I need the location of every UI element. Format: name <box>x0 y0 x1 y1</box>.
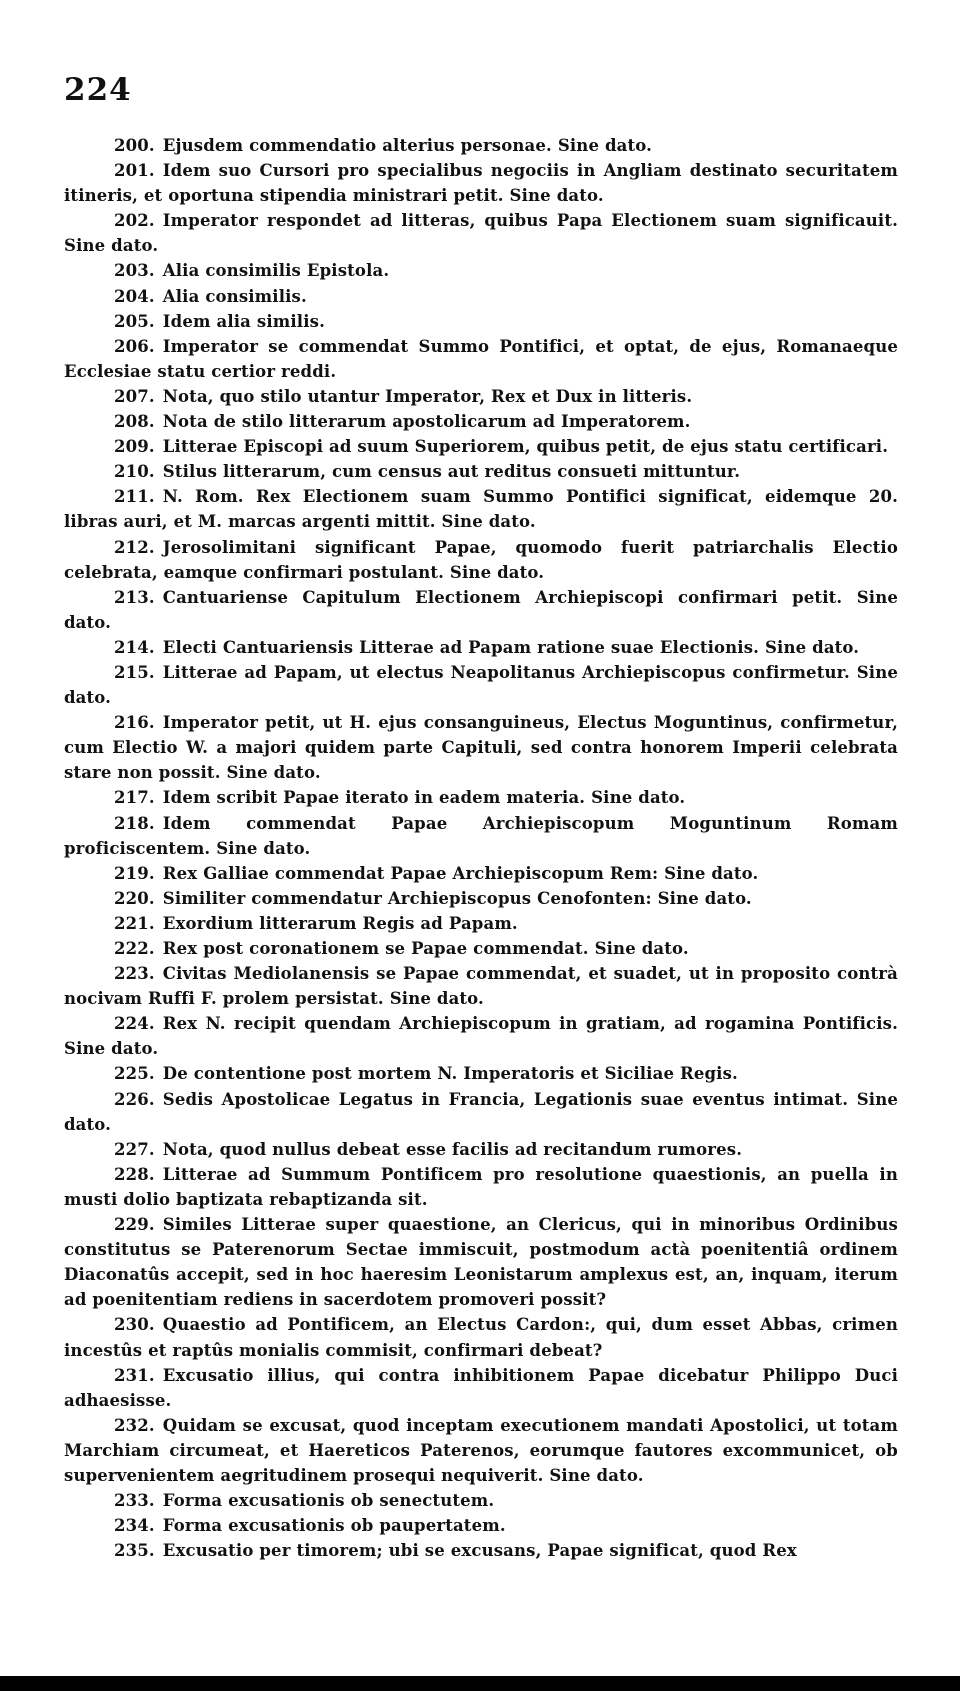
entry-number: 212. <box>114 537 155 557</box>
entry-number: 229. <box>114 1215 155 1235</box>
entry-text: Stilus litterarum, cum census aut reditus consueti mittuntur. <box>162 462 741 482</box>
entry-number: 221. <box>114 913 155 933</box>
entry-item <box>64 1312 898 1362</box>
entry-number: 230. <box>114 1315 155 1335</box>
entry-item <box>64 861 898 886</box>
entry-text: Quidam se excusat, quod inceptam executionem mandati Apostolici, ut totam Marchiam circumeat, et Haereticos Paterenos, eorumque fautores excommunicet, ob supervenientem aegritudinem prosequi nequiverit. Sine dato. <box>64 1415 898 1485</box>
entry-text: Excusatio illius, qui contra inhibitionem Papae dicebatur Philippo Duci adhaesisse. <box>64 1365 898 1410</box>
entry-item <box>64 208 898 258</box>
entry-text: Nota, quod nullus debeat esse facilis ad recitandum rumores. <box>162 1139 743 1159</box>
entry-number: 206. <box>114 336 155 356</box>
entry-number: 204. <box>114 286 155 306</box>
entry-number: 218. <box>114 813 155 833</box>
entry-number: 200. <box>114 136 155 155</box>
entry-text: Excusatio per timorem; ubi se excusans, Papae significat, quod Rex <box>162 1541 797 1561</box>
entry-number: 201. <box>114 161 155 181</box>
entry-item <box>64 484 898 534</box>
entry-text: Litterae Episcopi ad suum Superiorem, quibus petit, de ejus statu certificari. <box>162 437 889 457</box>
entry-text: Alia consimilis. <box>162 286 307 306</box>
entry-text: Imperator se commendat Summo Pontifici, et optat, de ejus, Romanaeque Ecclesiae statu certior reddi. <box>64 336 898 381</box>
entry-item <box>64 785 898 810</box>
entry-number: 234. <box>114 1516 155 1536</box>
entry-item <box>64 1513 898 1538</box>
entry-item <box>64 1061 898 1086</box>
entry-item <box>64 585 898 635</box>
entry-number: 225. <box>114 1064 155 1084</box>
entry-item <box>64 535 898 585</box>
entry-text: Rex post coronationem se Papae commendat. Sine dato. <box>162 939 689 958</box>
entry-text: Sedis Apostolicae Legatus in Francia, Legationis suae eventus intimat. Sine dato. <box>64 1089 898 1134</box>
entry-text: Litterae ad Papam, ut electus Neapolitanus Archiepiscopus confirmetur. Sine dato. <box>64 662 898 708</box>
entry-item <box>64 1087 898 1137</box>
entry-item <box>64 384 898 409</box>
entry-number: 207. <box>114 386 155 406</box>
entry-number: 226. <box>114 1089 155 1109</box>
entry-item <box>64 660 898 710</box>
entry-number: 205. <box>114 311 155 331</box>
entry-text: Nota, quo stilo utantur Imperator, Rex et Dux in litteris. <box>162 386 693 406</box>
entry-text: Rex N. recipit quendam Archiepiscopum in gratiam, ad rogamina Pontificis. Sine dato. <box>64 1014 898 1059</box>
entry-number: 216. <box>114 713 155 733</box>
entry-item <box>64 1413 898 1488</box>
entry-item <box>64 1011 898 1061</box>
entry-text: Similes Litterae super quaestione, an Clericus, qui in minoribus Ordinibus constitutus se Paterenorum Sectae immiscuit, postmodum actà poenitentiâ ordinem Diaconatûs accepit, sed in hoc haeresim Leonistarum amplexus est, an, inquam, iterum ad poenitentiam rediens in sacerdotem promoveri possit? <box>64 1215 898 1310</box>
entry-item <box>64 635 898 660</box>
entry-number: 217. <box>114 788 155 808</box>
entry-number: 214. <box>114 637 155 657</box>
entry-item <box>64 886 898 911</box>
entry-text: Jerosolimitani significant Papae, quomodo fuerit patriarchalis Electio celebrata, eamque confirmari postulant. Sine dato. <box>64 537 898 582</box>
entry-list <box>64 133 898 1563</box>
entry-text: Quaestio ad Pontificem, an Electus Cardon:, qui, dum esset Abbas, crimen incestûs et raptûs monialis commisit, confirmari debeat? <box>64 1315 898 1360</box>
entry-item <box>64 284 898 309</box>
entry-number: 223. <box>114 964 155 984</box>
entry-text: Forma excusationis ob senectutem. <box>162 1491 495 1511</box>
entry-number: 208. <box>114 412 155 432</box>
entry-item <box>64 133 898 158</box>
entry-item <box>64 258 898 283</box>
entry-number: 228. <box>114 1164 155 1184</box>
entry-item <box>64 1363 898 1413</box>
entry-text: Imperator petit, ut H. ejus consanguineus, Electus Moguntinus, confirmetur, cum Electio W. a majori quidem parte Capituli, sed contra honorem Imperii celebrata stare non possit. Sine dato. <box>64 713 898 783</box>
entry-number: 222. <box>114 939 155 958</box>
entry-item <box>64 409 898 434</box>
entry-number: 227. <box>114 1139 155 1159</box>
entry-number: 210. <box>114 462 155 482</box>
entry-number: 211. <box>114 487 155 507</box>
entry-text: N. Rom. Rex Electionem suam Summo Pontifici significat, eidemque 20. libras auri, et M. marcas argenti mittit. Sine dato. <box>64 487 898 532</box>
entry-text: Rex Galliae commendat Papae Archiepiscopum Rem: Sine dato. <box>162 863 759 883</box>
entry-number: 233. <box>114 1491 155 1511</box>
entry-item <box>64 1538 898 1563</box>
entry-number: 215. <box>114 662 155 682</box>
entry-item <box>64 1212 898 1312</box>
entry-number: 219. <box>114 863 155 883</box>
entry-text: Electi Cantuariensis Litterae ad Papam ratione suae Electionis. Sine dato. <box>162 637 860 657</box>
entry-text: Ejusdem commendatio alterius personae. Sine dato. <box>162 136 653 155</box>
entry-item <box>64 1137 898 1162</box>
entry-text: Similiter commendatur Archiepiscopus Cenofonten: Sine dato. <box>162 888 752 908</box>
entry-text: Idem scribit Papae iterato in eadem materia. Sine dato. <box>162 788 686 808</box>
entry-text: Imperator respondet ad litteras, quibus Papa Electionem suam significauit. Sine dato. <box>64 211 898 256</box>
entry-number: 232. <box>114 1415 155 1435</box>
entry-item <box>64 1488 898 1513</box>
entry-item <box>64 961 898 1011</box>
entry-text: Civitas Mediolanensis se Papae commendat, et suadet, ut in proposito contrà nocivam Ruffi F. prolem persistat. Sine dato. <box>64 964 898 1009</box>
page-number: 224 <box>64 72 132 108</box>
entry-text: Litterae ad Summum Pontificem pro resolutione quaestionis, an puella in musti dolio baptizata rebaptizanda sit. <box>64 1164 898 1209</box>
entry-text: De contentione post mortem N. Imperatoris et Siciliae Regis. <box>162 1064 738 1084</box>
entry-text: Exordium litterarum Regis ad Papam. <box>162 913 518 933</box>
entry-item <box>64 334 898 384</box>
entry-item <box>64 1162 898 1212</box>
entry-item <box>64 936 898 961</box>
entry-item <box>64 434 898 459</box>
entry-text: Idem suo Cursori pro specialibus negociis in Angliam destinato securitatem itineris, et oportuna stipendia ministrari petit. Sine dato. <box>64 161 898 206</box>
entry-number: 202. <box>114 211 155 231</box>
entry-item <box>64 309 898 334</box>
bottom-border <box>0 1676 960 1691</box>
entry-number: 231. <box>114 1365 155 1385</box>
entry-item <box>64 710 898 785</box>
entry-number: 220. <box>114 888 155 908</box>
entry-item <box>64 158 898 208</box>
entry-number: 203. <box>114 261 155 281</box>
entry-text: Alia consimilis Epistola. <box>162 261 390 281</box>
entry-item <box>64 459 898 484</box>
entry-text: Idem alia similis. <box>162 311 325 331</box>
entry-number: 209. <box>114 437 155 457</box>
entry-item <box>64 811 898 861</box>
entry-text: Idem commendat Papae Archiepiscopum Moguntinum Romam proficiscentem. Sine dato. <box>64 813 898 858</box>
entry-text: Forma excusationis ob paupertatem. <box>162 1516 506 1536</box>
entry-item <box>64 911 898 936</box>
entry-text: Nota de stilo litterarum apostolicarum ad Imperatorem. <box>162 412 691 432</box>
entry-text: Cantuariense Capitulum Electionem Archiepiscopi confirmari petit. Sine dato. <box>64 587 898 632</box>
entry-number: 213. <box>114 587 155 607</box>
entry-number: 224. <box>114 1014 155 1034</box>
entry-number: 235. <box>114 1541 155 1561</box>
